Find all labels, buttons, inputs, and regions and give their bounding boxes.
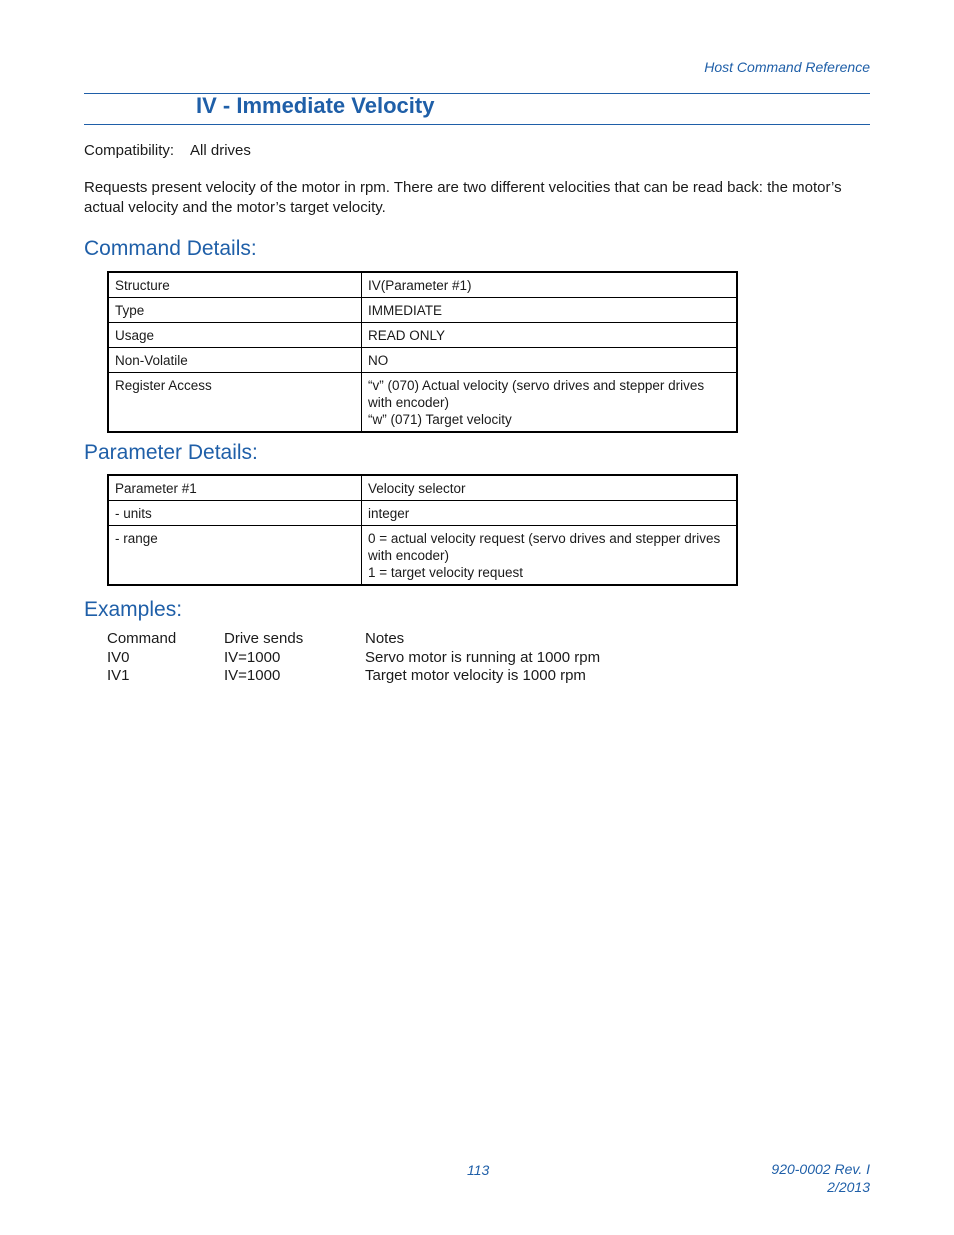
example-response: IV=1000 xyxy=(224,648,281,666)
list-item xyxy=(107,667,600,686)
table-cell-label: Usage xyxy=(108,323,362,348)
example-note: Target motor velocity is 1000 rpm xyxy=(365,667,586,684)
doc-date: 2/2013 xyxy=(827,1179,870,1195)
table-row xyxy=(108,526,737,586)
table-row xyxy=(108,501,737,526)
table-cell-label: Register Access xyxy=(108,373,362,433)
table-row xyxy=(108,323,737,348)
range-line: 0 = actual velocity request (servo drives and stepper drives with encoder) xyxy=(368,531,721,563)
table-cell-label: Structure xyxy=(108,272,362,298)
table-row xyxy=(108,348,737,373)
table-cell-label: Type xyxy=(108,298,362,323)
table-cell-value: IV(Parameter #1) xyxy=(362,272,738,298)
examples-column-header: Drive sends xyxy=(224,630,304,647)
table-cell-value xyxy=(362,526,738,586)
document-revision xyxy=(771,1160,870,1196)
compatibility-label: Compatibility: xyxy=(84,142,175,159)
table-cell-value: READ ONLY xyxy=(362,323,738,348)
doc-number: 920-0002 Rev. I xyxy=(771,1161,870,1177)
title-rule-bottom xyxy=(84,124,870,125)
table-cell-label: - units xyxy=(108,501,362,526)
table-cell-value: integer xyxy=(362,501,738,526)
table-cell-label: - range xyxy=(108,526,362,586)
compatibility-value: All drives xyxy=(190,142,251,159)
examples-header-row xyxy=(107,630,600,649)
register-access-line: “w” (071) Target velocity xyxy=(368,412,512,427)
parameter-details-table xyxy=(107,474,738,586)
table-row xyxy=(108,475,737,501)
table-row xyxy=(108,272,737,298)
table-row xyxy=(108,373,737,433)
header-reference: Host Command Reference xyxy=(704,59,870,75)
examples-heading: Examples: xyxy=(84,598,183,621)
table-cell-value: NO xyxy=(362,348,738,373)
table-cell-label: Non-Volatile xyxy=(108,348,362,373)
command-details-heading: Command Details: xyxy=(84,237,257,260)
table-cell-value: IMMEDIATE xyxy=(362,298,738,323)
page-number: 113 xyxy=(467,1162,490,1178)
examples-column-header: Notes xyxy=(365,630,405,647)
register-access-line: “v” (070) Actual velocity (servo drives and stepper drives with encoder) xyxy=(368,378,705,410)
example-response: IV=1000 xyxy=(224,667,281,684)
table-row xyxy=(108,298,737,323)
example-note: Servo motor is running at 1000 rpm xyxy=(365,648,601,666)
range-line: 1 = target velocity request xyxy=(368,565,523,580)
example-command: IV0 xyxy=(107,648,130,666)
example-command: IV1 xyxy=(107,667,130,684)
table-cell-label: Parameter #1 xyxy=(108,475,362,501)
examples-list xyxy=(107,630,600,686)
intro-paragraph: Requests present velocity of the motor in rpm. There are two different velocities that can be read back: the motor’s actual velocity and the motor’s target velocity. xyxy=(84,179,842,216)
command-details-table xyxy=(107,271,738,433)
list-item xyxy=(107,649,600,668)
compatibility-line xyxy=(84,142,251,159)
page-title: IV - Immediate Velocity xyxy=(196,93,435,118)
parameter-details-heading: Parameter Details: xyxy=(84,441,258,464)
table-cell-value: Velocity selector xyxy=(362,475,738,501)
examples-column-header: Command xyxy=(107,630,177,647)
table-cell-value xyxy=(362,373,738,433)
